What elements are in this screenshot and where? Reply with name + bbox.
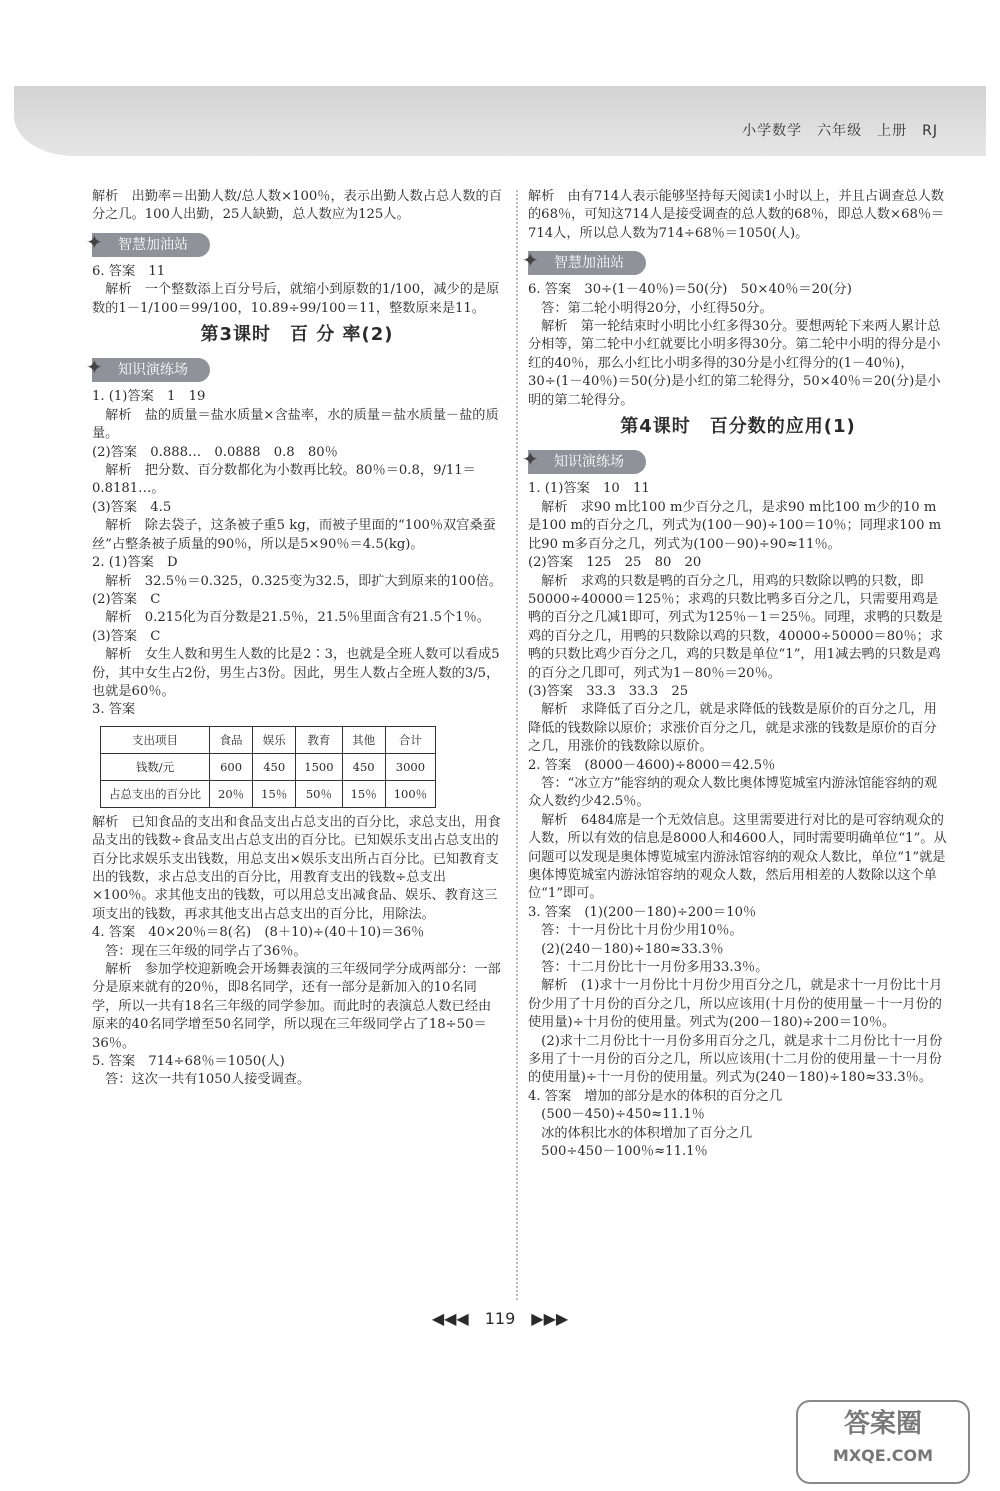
text-line: 解析 6484席是一个无效信息。这里需要进行对比的是可容纳观众的人数，所以有效的信息是8000人和4600人，同时需要明确单位“1”。从问题可以发现是奥体博览城室内游泳馆容纳的观众人数比，单位“1”就是奥体博览城室内游泳馆容纳的观众人数，然后用相差的人数除以这个单位“1”即可。 bbox=[528, 812, 947, 902]
text-line: (2)(240－180)÷180≈33.3％ bbox=[528, 941, 724, 957]
text-line: (3)答案 33.3 33.3 25 bbox=[528, 683, 689, 699]
table-cell: 450 bbox=[342, 753, 385, 780]
text-line: 解析 女生人数和男生人数的比是2∶3，也就是全班人数可以看成5份，其中女生占2份，男生占3份。因此，男生人数占全班人数的3/5，也就是60％。 bbox=[92, 647, 500, 699]
text-line: 解析 求降低了百分之几，就是求降低的钱数是原价的百分之几，用降低的钱数除以原价；求涨价百分之几，就是求涨的钱数是原价的百分之几，用涨价的钱数除以原价。 bbox=[528, 702, 937, 755]
lesson-title: 第4课时 百分数的应用(1) bbox=[620, 416, 856, 438]
left-column bbox=[92, 188, 502, 1090]
text-line: 解析 (1)求十一月份比十月份少用百分之几，就是求十一月份比十月份少用了十月份的百分之几，所以应该用(十月份的使用量－十一月份的使用量)÷十月份的使用量。列式为(200－180)÷200＝10％。 bbox=[528, 978, 943, 1031]
table-cell: 食品 bbox=[210, 726, 253, 753]
text-line: 6. 答案 30÷(1－40％)＝50(分) 50×40％＝20(分) bbox=[528, 282, 852, 298]
text-line: 解析 除去袋子，这条被子重5 kg，而被子里面的“100％双宫桑蚕丝”占整条被子质量的90％，所以是5×90％＝4.5(kg)。 bbox=[92, 518, 496, 552]
text-line: 500÷450－100％≈11.1％ bbox=[528, 1144, 708, 1160]
text-line: 3. 答案 (1)(200－180)÷200＝10％ bbox=[528, 904, 757, 920]
text-line: 解析 32.5％＝0.325，0.325变为32.5，即扩大到原来的100倍。 bbox=[92, 573, 502, 589]
section-banner: ✦ 智慧加油站 bbox=[92, 233, 210, 257]
table-cell: 1500 bbox=[296, 753, 342, 780]
table-row bbox=[101, 726, 436, 753]
table-cell: 娱乐 bbox=[253, 726, 296, 753]
text-line: (500－450)÷450≈11.1％ bbox=[528, 1107, 705, 1123]
text-line: (2)答案 0.888… 0.0888 0.8 80％ bbox=[92, 444, 338, 460]
text-line: 解析 由有714人表示能够坚持每天阅读1小时以上，并且占调查总人数的68％，可知这714人是接受调查的总人数的68％，即总人数×68％＝714人，所以总人数为714÷68％＝1050(人)。 bbox=[528, 189, 945, 241]
table-cell: 600 bbox=[210, 753, 253, 780]
text-line: 答：第二轮小明得20分，小红得50分。 bbox=[528, 300, 773, 316]
table-cell: 支出项目 bbox=[101, 726, 210, 753]
text-line: 答：这次一共有1050人接受调查。 bbox=[92, 1072, 311, 1088]
text-line: 答：“冰立方”能容纳的观众人数比奥体博览城室内游泳馆能容纳的观众人数约少42.5％。 bbox=[528, 775, 938, 810]
section-banner: ✦ 智慧加油站 bbox=[528, 251, 646, 275]
text-line: (3)答案 4.5 bbox=[92, 499, 172, 515]
table-cell: 50％ bbox=[296, 780, 342, 807]
text-line: 解析 求鸡的只数是鸭的百分之几，用鸡的只数除以鸭的只数，即50000÷40000＝125％；求鸡的只数比鸭多百分之几，只需要用鸡是鸭的百分之几减1即可，列式为125％－1＝25％。同理，求鸭的只数是鸡的百分之几，用鸭的只数除以鸡的只数，40000÷50000＝80％；求鸭的只数比鸡少百分之几，鸡的只数是单位“1”，用1减去鸭的只数是鸡的百分之几即可，列式为1－80％＝20％。 bbox=[528, 573, 944, 681]
text-line: 解析 把分数、百分数都化为小数再比较。80％＝0.8，9/11＝0.8181…。 bbox=[92, 463, 476, 497]
text-line: 答：现在三年级的同学占了36％。 bbox=[92, 943, 307, 959]
table-cell: 教育 bbox=[296, 726, 342, 753]
text-line: (2)求十二月份比十一月份多用百分之几，就是求十二月份比十一月份多用了十一月份的百分之几，所以应该用(十二月份的使用量－十一月份的使用量)÷十一月份的使用量。列式为(240－180)÷180≈33.3％。 bbox=[528, 1033, 943, 1086]
text-line: 4. 答案 增加的部分是水的体积的百分之几 bbox=[528, 1088, 783, 1104]
table-cell: 20％ bbox=[210, 780, 253, 807]
expense-table bbox=[100, 726, 436, 808]
table-cell: 其他 bbox=[342, 726, 385, 753]
table-cell: 100％ bbox=[385, 780, 435, 807]
text-line: 解析 一个整数添上百分号后，就缩小到原数的1/100，减少的是原数的1－1/100＝99/100，10.89÷99/100＝11，整数原来是11。 bbox=[92, 282, 500, 316]
table-cell: 占总支出的百分比 bbox=[101, 780, 210, 807]
text-line: 3. 答案 bbox=[92, 702, 136, 718]
table-row bbox=[101, 753, 436, 780]
page-header: 小学数学 六年级 上册 RJ bbox=[742, 123, 938, 139]
text-line: 2. 答案 (8000－4600)÷8000＝42.5％ bbox=[528, 757, 776, 773]
section-banner: ✦ 知识演练场 bbox=[92, 358, 210, 382]
text-line: 解析 已知食品的支出和食品支出占总支出的百分比，求总支出，用食品支出的钱数÷食品支出占总支出的百分比。已知娱乐支出占总支出的百分比求娱乐支出钱数，用总支出×娱乐支出所占百分比。已知教育支出的钱数，求占总支出的百分比，用教育支出的钱数÷总支出×100％。求其他支出的钱数，可以用总支出减食品、娱乐、教育这三项支出的钱数，再求其他支出占总支出的百分比，用除法。 bbox=[92, 814, 501, 922]
text-line: 1. (1)答案 10 11 bbox=[528, 481, 650, 497]
text-line: 4. 答案 40×20％＝8(名) (8＋10)÷(40＋10)＝36％ bbox=[92, 925, 425, 941]
watermark-main: 答案圈 bbox=[843, 1409, 922, 1439]
watermark-logo bbox=[796, 1400, 970, 1484]
table-cell: 15％ bbox=[342, 780, 385, 807]
watermark-sub: MXQE.COM bbox=[832, 1446, 934, 1465]
text-line: 5. 答案 714÷68％＝1050(人) bbox=[92, 1054, 285, 1070]
table-cell: 450 bbox=[253, 753, 296, 780]
text-line: 2. (1)答案 D bbox=[92, 555, 178, 571]
text-line: (2)答案 C bbox=[92, 591, 161, 607]
text-line: 6. 答案 11 bbox=[92, 263, 166, 279]
text-line: (2)答案 125 25 80 20 bbox=[528, 555, 702, 571]
text-line: 答：十二月份比十一月份多用33.3％。 bbox=[528, 960, 769, 976]
text-line: 冰的体积比水的体积增加了百分之几 bbox=[528, 1125, 753, 1141]
right-column bbox=[528, 188, 948, 1162]
text-line: 解析 求90 m比100 m少百分之几，是求90 m比100 m少的10 m是100 m的百分之几，列式为(100－90)÷100＝10％；同理求100 m比90 m多百分之几，列式为(100－90)÷90≈11％。 bbox=[528, 499, 942, 552]
table-cell: 3000 bbox=[385, 753, 435, 780]
column-divider bbox=[516, 190, 518, 1300]
text-line: 解析 参加学校迎新晚会开场舞表演的三年级同学分成两部分：一部分是原来就有的20％，即8名同学，还有一部分是新加入的10名同学，所以一共有18名三年级的同学参加。而此时的表演总人数已经由原来的40名同学增至50名同学，所以现在三年级同学占了18÷50＝36％。 bbox=[92, 962, 501, 1051]
lesson-title: 第3课时 百 分 率(2) bbox=[200, 324, 394, 346]
section-banner: ✦ 知识演练场 bbox=[528, 450, 646, 474]
text-line: (3)答案 C bbox=[92, 628, 161, 644]
table-row bbox=[101, 780, 436, 807]
text-line: 解析 出勤率＝出勤人数/总人数×100％，表示出勤人数占总人数的百分之几。100人出勤，25人缺勤，总人数应为125人。 bbox=[92, 189, 502, 223]
text-line: 解析 第一轮结束时小明比小红多得30分。要想两轮下来两人累计总分相等，第二轮中小红就要比小明多得30分。第二轮中小明的得分是小红的40％，那么小红比小明多得的30分是小红得分的(1－40％)，30÷(1－40％)＝50(分)是小红的第二轮得分，50×40％＝20(分)是小明的第二轮得分。 bbox=[528, 319, 941, 408]
text-line: 解析 0.215化为百分数是21.5％，21.5％里面含有21.5个1％。 bbox=[92, 610, 490, 626]
table-cell: 合计 bbox=[385, 726, 435, 753]
table-cell: 钱数/元 bbox=[101, 753, 210, 780]
text-line: 解析 盐的质量＝盐水质量×含盐率，水的质量＝盐水质量－盐的质量。 bbox=[92, 407, 499, 442]
table-cell: 15％ bbox=[253, 780, 296, 807]
text-line: 1. (1)答案 1 19 bbox=[92, 389, 206, 405]
page-number: ◀◀◀ 119 ▶▶▶ bbox=[431, 1309, 569, 1328]
text-line: 答：十一月份比十月份少用10％。 bbox=[528, 923, 743, 939]
